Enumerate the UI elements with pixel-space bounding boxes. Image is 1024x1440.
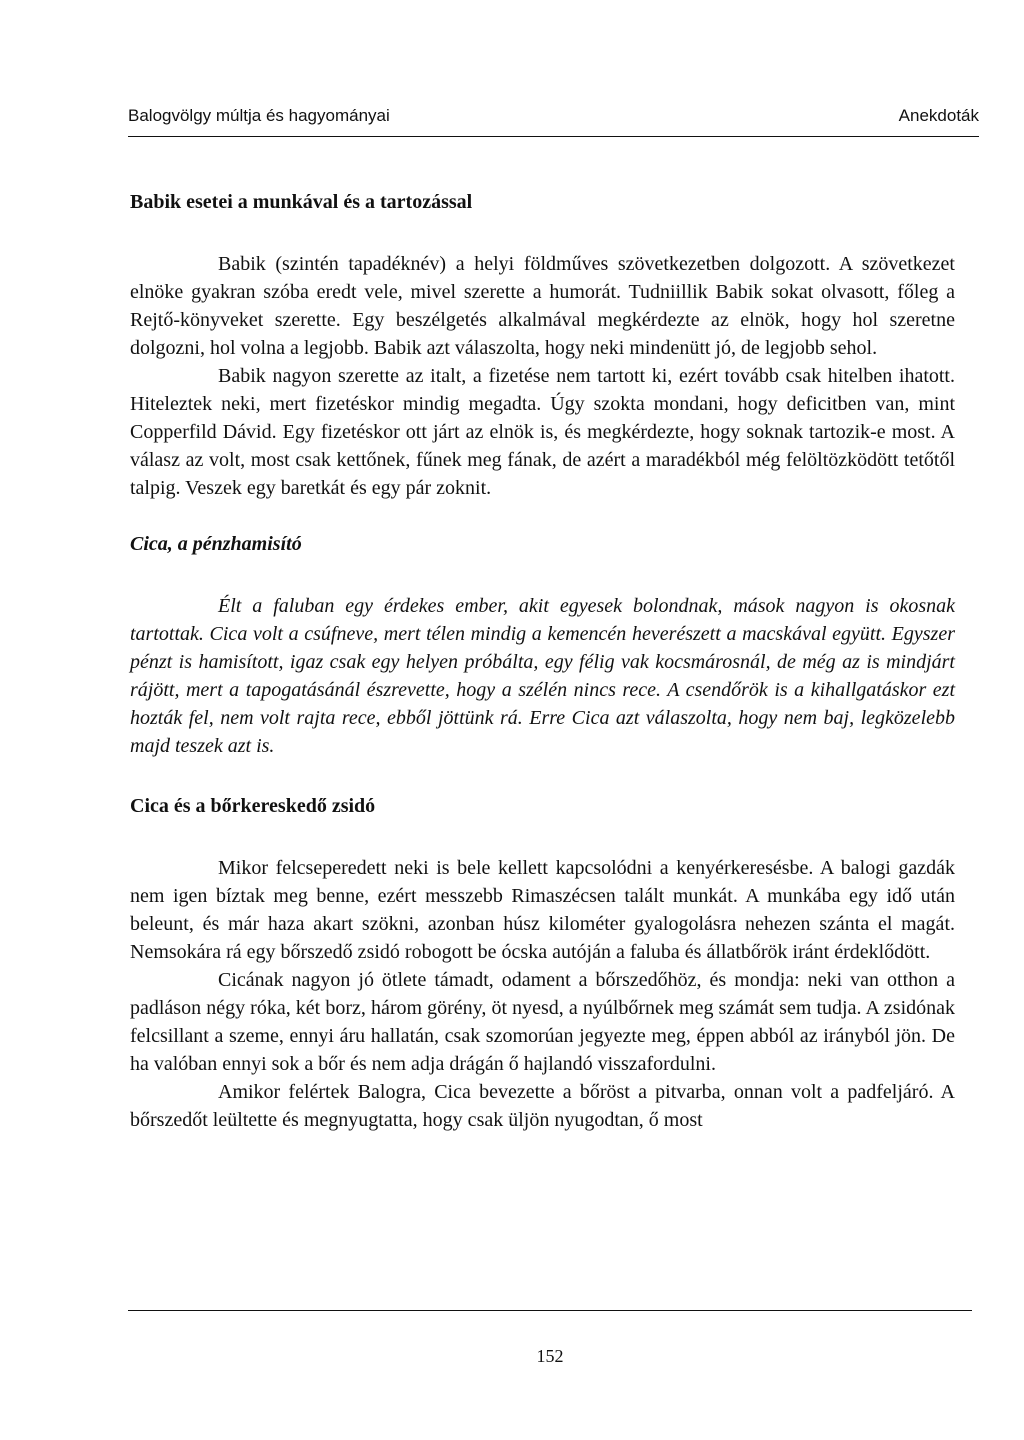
- section-title-cica-penzhamisito: Cica, a pénzhamisító: [130, 533, 302, 555]
- section-title-cica-borkereskedo: Cica és a bőrkereskedő zsidó: [130, 795, 376, 817]
- paragraph: Babik (szintén tapadéknév) a helyi földműves szövetkezetben dolgozott. A szövetkezet elnöke gyakran szóba eredt vele, mivel szerette a humorát. Tudniillik Babik sokat olvasott, főleg a Rejtő-könyveket szerette. Egy beszélgetés alkalmával megkérdezte az elnök, hogy hol szeretne dolgozni, hol volna a legjobb. Babik azt válaszolta, hogy neki mindenütt jó, de legjobb sehol.: [130, 253, 955, 359]
- page-number: 152: [536, 1346, 564, 1366]
- paragraph: Amikor felértek Balogra, Cica bevezette a bőröst a pitvarba, onnan volt a padfeljáró. A bőrszedőt leültette és megnyugtatta, hogy csak üljön nyugodtan, ő most: [130, 1081, 955, 1131]
- header-rule: [128, 136, 979, 137]
- page-content: [130, 188, 955, 1134]
- header-book-title: Balogvölgy múltja és hagyományai: [128, 106, 390, 125]
- running-header: [128, 106, 979, 132]
- section-title-babik: Babik esetei a munkával és a tartozással: [130, 191, 473, 213]
- header-chapter-title: Anekdoták: [898, 106, 979, 125]
- paragraph: Babik nagyon szerette az italt, a fizetése nem tartott ki, ezért tovább csak hitelben ihatott. Hiteleztek neki, mert fizetéskor mindig megadta. Úgy szokta mondani, hogy deficitben van, mint Copperfild Dávid. Egy fizetéskor ott járt az elnök is, és megkérdezte, hogy soknak tartozik-e most. A válasz az volt, most csak kettőnek, fűnek meg fának, de azért a maradékból még felöltözködött tetőtől talpig. Veszek egy baretkát és egy pár zoknit.: [130, 365, 955, 499]
- paragraph: Cicának nagyon jó ötlete támadt, odament a bőrszedőhöz, és mondja: neki van otthon a padláson négy róka, két borz, három görény, öt nyesd, a nyúlbőrnek meg számát sem tudja. A zsidónak felcsillant a szeme, ennyi áru hallatán, csak szomorúan jegyezte meg, éppen abból az irányból jön. De ha valóban ennyi sok a bőr és nem adja drágán ő hajlandó visszafordulni.: [130, 969, 955, 1075]
- footer-rule: [128, 1310, 972, 1311]
- paragraph: Élt a faluban egy érdekes ember, akit egyesek bolondnak, mások nagyon is okosnak tartottak. Cica volt a csúfneve, mert télen mindig a kemencén heverészett a macskával együtt. Egyszer pénzt is hamisított, igaz csak egy helyen próbálta, egy félig vak kocsmárosnál, de még az is mindjárt rájött, mert a tapogatásánál észrevette, hogy a szélén nincs rece. A csendőrök is a kihallgatáskor ezt hozták fel, nem volt rajta rece, ebből jöttünk rá. Erre Cica azt válaszolta, hogy nem baj, legközelebb majd teszek azt is.: [130, 595, 955, 757]
- paragraph: Mikor felcseperedett neki is bele kellett kapcsolódni a kenyérkeresésbe. A balogi gazdák nem igen bíztak meg benne, ezért messzebb Rimaszécsen talált munkát. A munkába egy idő után beleunt, és már haza akart szökni, azonban húsz kilométer gyalogolásra nehezen szánta el magát. Nemsokára rá egy bőrszedő zsidó robogott be ócska autóján a faluba és állatbőrök iránt érdeklődött.: [130, 857, 955, 963]
